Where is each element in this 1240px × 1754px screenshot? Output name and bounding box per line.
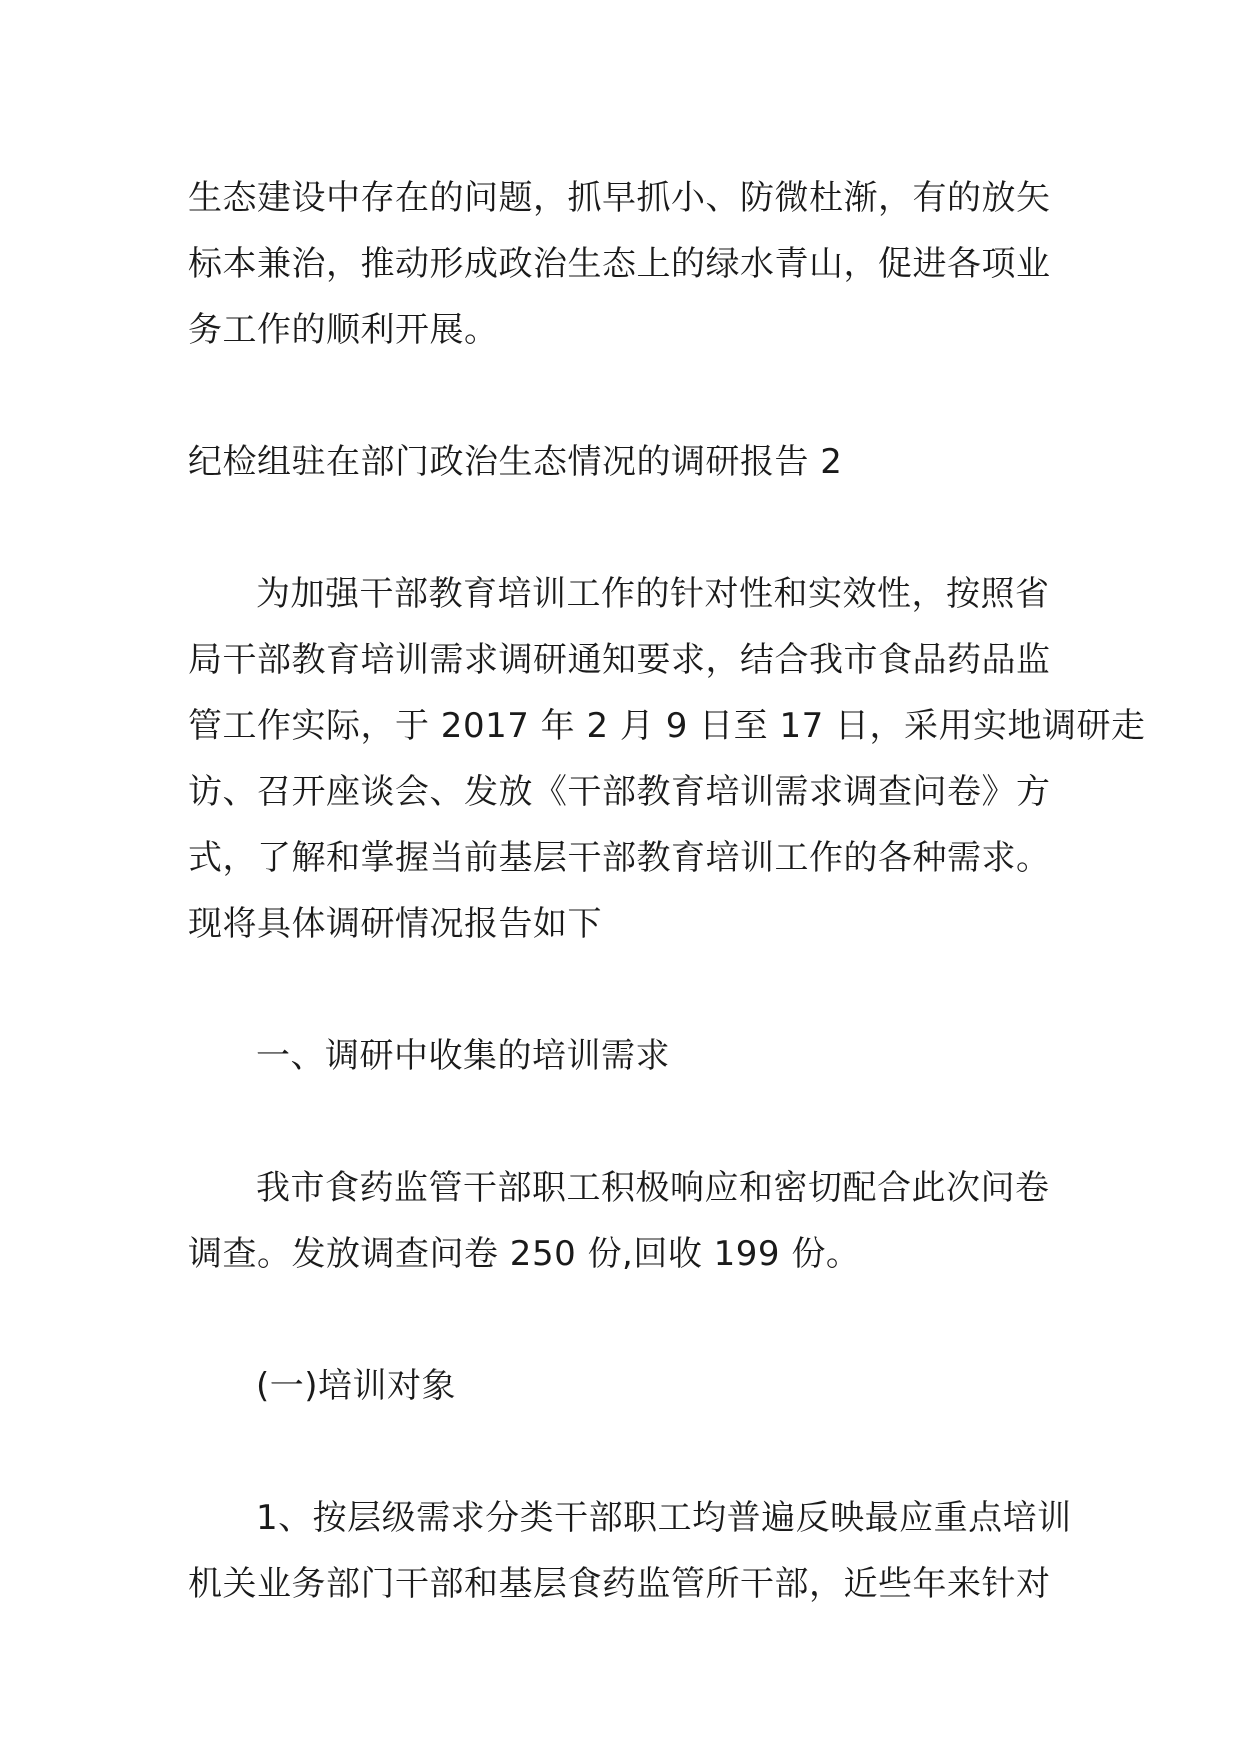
paragraph-3-line-1: 我市食药监管干部职工积极响应和密切配合此次问卷 (256, 1168, 1050, 1208)
subsection-1-heading: (一)培训对象 (256, 1366, 457, 1406)
section-1-heading: 一、调研中收集的培训需求 (256, 1036, 670, 1076)
paragraph-2-line-5: 式，了解和掌握当前基层干部教育培训工作的各种需求。 (188, 838, 1051, 878)
paragraph-1-line-3: 务工作的顺利开展。 (188, 310, 499, 350)
paragraph-2-line-3: 管工作实际，于 2017 年 2 月 9 日至 17 日，采用实地调研走 (188, 706, 1146, 746)
paragraph-3-line-2: 调查。发放调查问卷 250 份,回收 199 份。 (188, 1234, 861, 1274)
paragraph-2-line-2: 局干部教育培训需求调研通知要求，结合我市食品药品监 (188, 640, 1051, 680)
paragraph-4-line-2: 机关业务部门干部和基层食药监管所干部，近些年来针对 (188, 1564, 1051, 1604)
report-title: 纪检组驻在部门政治生态情况的调研报告 2 (188, 442, 843, 482)
paragraph-2-line-6: 现将具体调研情况报告如下 (188, 904, 602, 944)
paragraph-4-line-1: 1、按层级需求分类干部职工均普遍反映最应重点培训 (256, 1498, 1072, 1538)
paragraph-1-line-2: 标本兼治，推动形成政治生态上的绿水青山，促进各项业 (188, 244, 1051, 284)
paragraph-2-line-1: 为加强干部教育培训工作的针对性和实效性，按照省 (256, 574, 1050, 614)
paragraph-2-line-4: 访、召开座谈会、发放《干部教育培训需求调查问卷》方 (188, 772, 1051, 812)
paragraph-1-line-1: 生态建设中存在的问题，抓早抓小、防微杜渐，有的放矢 (188, 178, 1051, 218)
